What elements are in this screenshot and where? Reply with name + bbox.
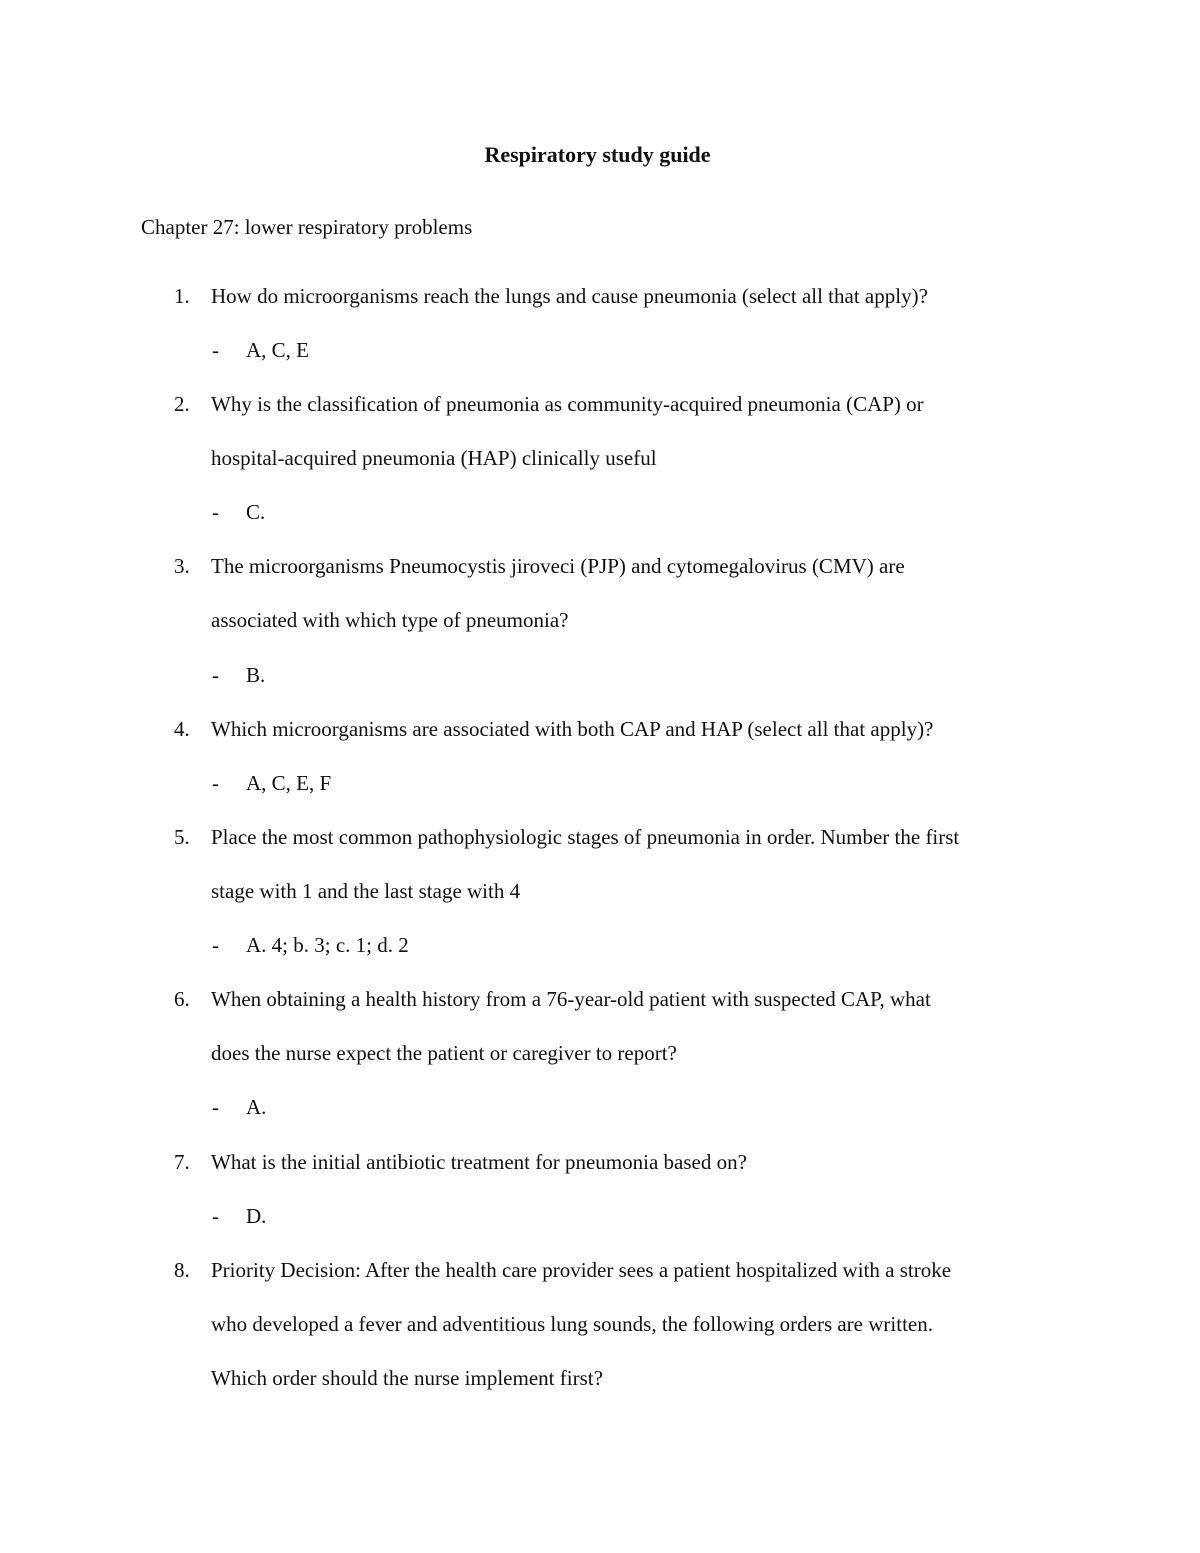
question-text: The microorganisms Pneumocystis jiroveci (PJP) and cytomegalovirus (CMV) are	[211, 554, 905, 578]
question-number: 8.	[174, 1258, 190, 1282]
question-number: 5.	[174, 825, 190, 849]
answer-dash: -	[212, 338, 219, 362]
question-text: Priority Decision: After the health care provider sees a patient hospitalized with a stroke	[211, 1258, 952, 1282]
answer-dash: -	[212, 500, 219, 524]
question-number: 4.	[174, 717, 190, 741]
answer-text: A, C, E, F	[246, 771, 332, 795]
question-text: What is the initial antibiotic treatment for pneumonia based on?	[211, 1150, 747, 1174]
question-text: Which order should the nurse implement first?	[211, 1366, 603, 1390]
answer-dash: -	[212, 933, 219, 957]
answer-text: A, C, E	[246, 338, 309, 362]
question-text: When obtaining a health history from a 76-year-old patient with suspected CAP, what	[211, 987, 931, 1011]
question-number: 3.	[174, 554, 190, 578]
answer-text: D.	[246, 1204, 267, 1228]
question-text: stage with 1 and the last stage with 4	[211, 879, 521, 903]
question-text: How do microorganisms reach the lungs and cause pneumonia (select all that apply)?	[211, 284, 928, 308]
question-number: 2.	[174, 392, 190, 416]
question-text: does the nurse expect the patient or caregiver to report?	[211, 1041, 677, 1065]
document-title: Respiratory study guide	[484, 142, 711, 167]
answer-text: A.	[246, 1095, 267, 1119]
question-number: 1.	[174, 284, 190, 308]
answer-text: B.	[246, 663, 266, 687]
question-text: Why is the classification of pneumonia as community-acquired pneumonia (CAP) or	[211, 392, 924, 416]
answer-dash: -	[212, 1204, 219, 1228]
answer-dash: -	[212, 771, 219, 795]
question-text: associated with which type of pneumonia?	[211, 608, 569, 632]
question-text: who developed a fever and adventitious lung sounds, the following orders are written.	[211, 1312, 933, 1336]
answer-dash: -	[212, 1095, 219, 1119]
chapter-heading: Chapter 27: lower respiratory problems	[141, 215, 473, 239]
question-number: 7.	[174, 1150, 190, 1174]
answer-dash: -	[212, 663, 219, 687]
question-text: Place the most common pathophysiologic stages of pneumonia in order. Number the first	[211, 825, 960, 849]
answer-text: C.	[246, 500, 266, 524]
question-text: Which microorganisms are associated with both CAP and HAP (select all that apply)?	[211, 717, 934, 741]
question-number: 6.	[174, 987, 190, 1011]
answer-text: A. 4; b. 3; c. 1; d. 2	[246, 933, 409, 957]
question-text: hospital-acquired pneumonia (HAP) clinically useful	[211, 446, 657, 470]
